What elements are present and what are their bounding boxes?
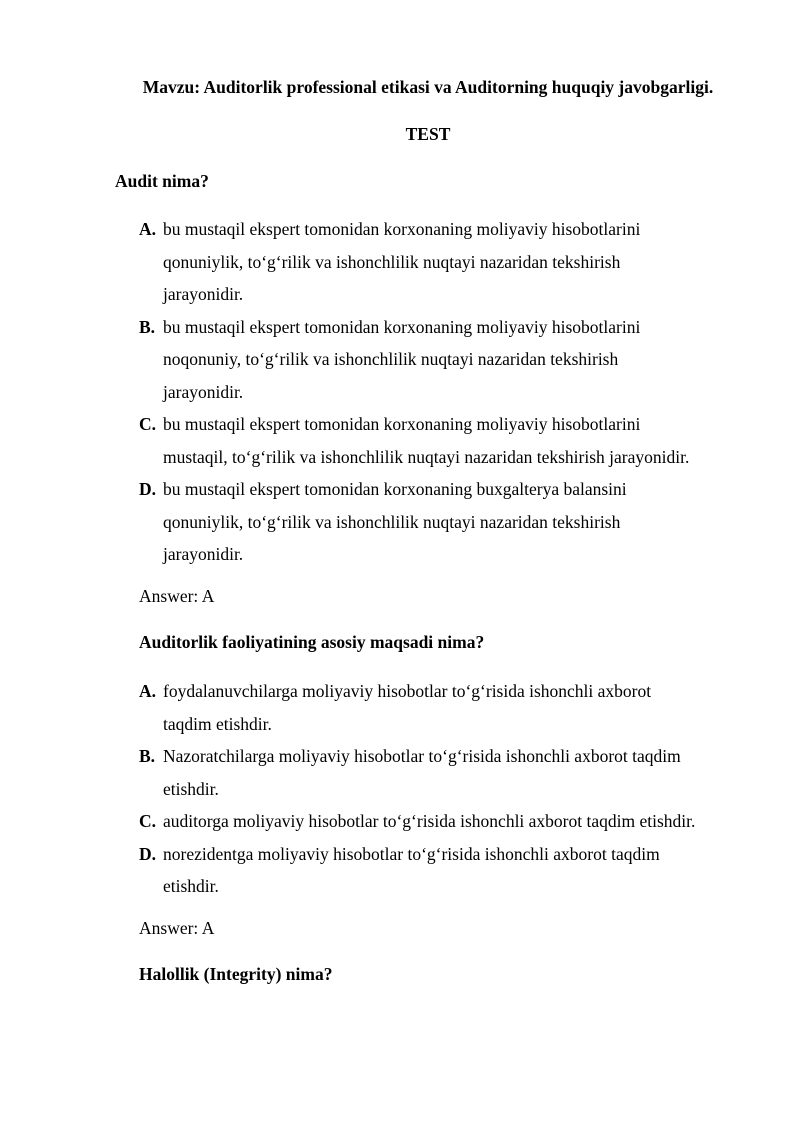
option-letter: D.: [139, 843, 157, 864]
option-a: [139, 213, 759, 311]
option-letter: A.: [139, 681, 157, 701]
option-d: [139, 473, 759, 571]
option-text: bu mustaqil ekspert tomonidan korxonaning buxgalterya balansini qonuniylik, to‘g‘rilik va ishonchlilik nuqtayi nazaridan tekshirish jarayonidir.: [163, 479, 627, 564]
question-1: Audit nima?: [115, 171, 209, 191]
option-text: norezidentga moliyaviy hisobotlar to‘g‘risida ishonchli axborot taqdim etishdir.: [163, 843, 660, 896]
option-text: foydalanuvchilarga moliyaviy hisobotlar to‘g‘risida ishonchli axborot taqdim etishdir.: [163, 681, 652, 734]
question-1-options: [139, 213, 759, 571]
option-b: [139, 311, 759, 409]
option-letter: B.: [139, 746, 156, 766]
option-letter: D.: [139, 479, 157, 499]
option-text: auditorga moliyaviy hisobotlar to‘g‘risida ishonchli axborot taqdim etishdir.: [163, 811, 696, 831]
page-title: Mavzu: Auditorlik professional etikasi va Auditorning huquqiy javobgarligi.: [142, 77, 714, 97]
option-text: bu mustaqil ekspert tomonidan korxonaning moliyaviy hisobotlarini mustaqil, to‘g‘rilik va ishonchlilik nuqtayi nazaridan tekshirish jarayonidir.: [163, 414, 690, 467]
test-heading: TEST: [405, 124, 451, 144]
option-letter: B.: [139, 316, 156, 337]
option-text: bu mustaqil ekspert tomonidan korxonaning moliyaviy hisobotlarini noqonuniy, to‘g‘rilik va ishonchlilik nuqtayi nazaridan tekshirish jarayonidir.: [163, 316, 641, 402]
question-3: Halollik (Integrity) nima?: [139, 964, 333, 984]
option-a: [139, 675, 759, 740]
question-2: Auditorlik faoliyatining asosiy maqsadi nima?: [139, 632, 485, 652]
option-letter: C.: [139, 414, 157, 434]
option-c: [139, 408, 759, 473]
option-d: [139, 838, 759, 903]
option-b: [139, 740, 759, 805]
option-letter: C.: [139, 811, 157, 831]
question-2-options: [139, 675, 759, 903]
answer-1: Answer: A: [139, 586, 215, 606]
option-text: bu mustaqil ekspert tomonidan korxonaning moliyaviy hisobotlarini qonuniylik, to‘g‘rilik va ishonchlilik nuqtayi nazaridan tekshirish jarayonidir.: [163, 219, 641, 304]
option-text: Nazoratchilarga moliyaviy hisobotlar to‘g‘risida ishonchli axborot taqdim etishdir.: [163, 746, 681, 799]
answer-2: Answer: A: [139, 918, 215, 938]
option-c: [139, 805, 759, 838]
option-letter: A.: [139, 219, 157, 239]
